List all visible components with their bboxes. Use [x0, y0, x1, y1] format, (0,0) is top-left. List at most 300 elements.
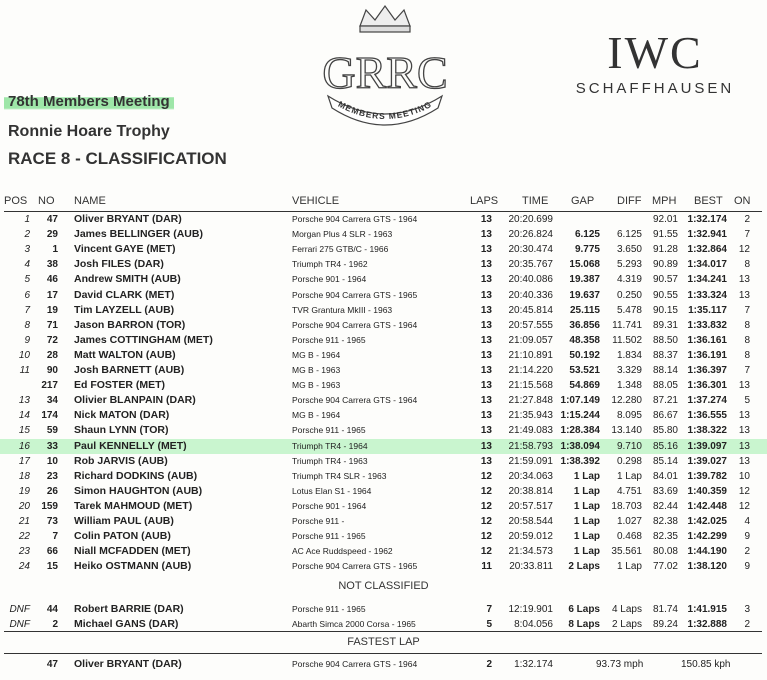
- result-row: [0, 348, 767, 363]
- cell-laps: 13: [480, 440, 492, 452]
- cell-gap: 1 Lap: [573, 516, 600, 527]
- cell-name: Andrew SMITH (AUB): [74, 273, 181, 286]
- cell-gap: 1:38.094: [560, 440, 600, 452]
- cell-diff: 11.741: [612, 319, 642, 331]
- cell-vehicle: Porsche 904 Carrera GTS - 1964: [292, 319, 418, 330]
- cell-best: 1:42.448: [687, 500, 727, 512]
- cell-diff: 0.250: [616, 289, 642, 301]
- cell-best: 1:33.324: [687, 289, 727, 301]
- cell-diff: 0.298: [616, 455, 642, 467]
- cell-laps: 12: [480, 500, 492, 512]
- cell-on: 8: [744, 349, 750, 361]
- cell-vehicle: TVR Grantura MkIII - 1963: [292, 304, 393, 315]
- cell-mph: 89.31: [652, 319, 678, 331]
- cell-vehicle: Porsche 911 - 1965: [292, 604, 366, 614]
- cell-vehicle: MG B - 1963: [292, 365, 341, 375]
- fastest-lap-vehicle: Porsche 904 Carrera GTS - 1964: [292, 659, 418, 669]
- cell-name: Shaun LYNN (TOR): [74, 424, 169, 437]
- cell-vehicle: Morgan Plus 4 SLR - 1963: [292, 229, 393, 240]
- result-row: [0, 318, 767, 333]
- cell-best: 1:32.864: [687, 244, 727, 256]
- cell-time: 12:19.901: [508, 604, 553, 615]
- cell-gap: 6 Laps: [568, 604, 600, 615]
- cell-vehicle: Porsche 904 Carrera GTS - 1964: [292, 214, 418, 224]
- cell-diff: 3.650: [616, 244, 642, 256]
- cell-mph: 85.14: [652, 455, 678, 467]
- cell-vehicle: MG B - 1964: [292, 349, 341, 360]
- cell-no: 38: [46, 259, 58, 271]
- cell-pos: 1: [24, 214, 30, 225]
- cell-on: 13: [738, 425, 750, 437]
- cell-no: 217: [41, 380, 58, 392]
- cell-diff: 4 Laps: [611, 604, 642, 615]
- cell-on: 2: [744, 618, 750, 630]
- cell-time: 20:45.814: [508, 304, 553, 316]
- cell-on: 7: [744, 229, 750, 241]
- cell-gap: 2 Laps: [568, 561, 600, 573]
- cell-vehicle: Ferrari 275 GTB/C - 1966: [292, 244, 389, 255]
- cell-gap: 1 Lap: [573, 470, 600, 482]
- cell-best: 1:42.299: [687, 531, 727, 543]
- cell-best: 1:36.301: [687, 380, 727, 392]
- result-row: [0, 529, 767, 544]
- cell-laps: 13: [480, 349, 492, 361]
- cell-laps: 13: [480, 380, 492, 392]
- cell-laps: 11: [481, 561, 492, 573]
- result-row: [0, 454, 767, 469]
- cell-on: 12: [738, 485, 750, 497]
- col-on: ON: [734, 195, 751, 207]
- cell-vehicle: Porsche 904 Carrera GTS - 1965: [292, 561, 418, 572]
- cell-name: Josh BARNETT (AUB): [74, 364, 185, 376]
- cell-gap: 1 Lap: [573, 546, 600, 558]
- cell-best: 1:36.161: [687, 334, 727, 346]
- cell-vehicle: Abarth Simca 2000 Corsa - 1965: [292, 618, 416, 629]
- cell-time: 20:35.767: [508, 259, 553, 271]
- cell-best: 1:32.888: [687, 618, 727, 630]
- cell-best: 1:34.241: [687, 274, 727, 286]
- cell-diff: 4.319: [616, 274, 642, 286]
- cell-diff: 2 Laps: [611, 618, 642, 630]
- cell-time: 21:58.793: [508, 440, 553, 452]
- result-row: [0, 559, 767, 574]
- cell-diff: 11.502: [612, 334, 642, 346]
- cell-name: Ed FOSTER (MET): [74, 379, 165, 392]
- cell-laps: 12: [480, 531, 492, 543]
- cell-mph: 80.08: [652, 546, 678, 558]
- cell-best: 1:36.555: [687, 410, 727, 422]
- cell-gap: 54.869: [569, 380, 600, 392]
- cell-name: Richard DODKINS (AUB): [74, 469, 198, 482]
- cell-name: Colin PATON (AUB): [74, 530, 171, 543]
- cell-mph: 86.67: [652, 410, 678, 422]
- col-best: BEST: [694, 195, 723, 207]
- cell-best: 1:36.397: [687, 365, 727, 376]
- cell-gap: 1:28.384: [560, 425, 600, 437]
- result-row: [0, 499, 767, 514]
- fastest-lap-mph: 93.73 mph: [596, 659, 644, 670]
- cell-on: 8: [744, 319, 750, 331]
- cell-mph: 87.21: [652, 395, 678, 407]
- cell-no: 174: [41, 410, 58, 422]
- cell-name: Tim LAYZELL (AUB): [74, 303, 175, 316]
- cell-time: 21:09.057: [508, 334, 553, 346]
- cell-no: 33: [46, 440, 58, 452]
- fastest-lap-lap: 2: [486, 659, 492, 670]
- fastest-lap-kph: 150.85 kph: [681, 659, 731, 670]
- cell-diff: 0.468: [616, 531, 642, 543]
- cell-mph: 84.01: [652, 470, 678, 482]
- column-headers: [0, 195, 767, 211]
- cell-vehicle: AC Ace Ruddspeed - 1962: [292, 546, 393, 557]
- cell-laps: 12: [480, 470, 492, 482]
- cell-on: 7: [744, 365, 750, 376]
- cell-diff: 13.140: [611, 425, 642, 437]
- cell-name: James COTTINGHAM (MET): [74, 333, 213, 346]
- cell-laps: 13: [480, 395, 492, 407]
- cell-gap: 1:15.244: [560, 410, 600, 422]
- result-row: [0, 393, 767, 408]
- result-row: [0, 363, 767, 378]
- cell-best: 1:32.941: [687, 229, 727, 241]
- cell-best: 1:33.832: [687, 319, 727, 331]
- cell-laps: 13: [480, 334, 492, 346]
- cell-on: 13: [738, 455, 750, 467]
- result-row: [0, 408, 767, 423]
- cell-on: 3: [744, 604, 750, 615]
- cell-pos: 21: [18, 516, 30, 527]
- cell-best: 1:37.274: [687, 395, 727, 407]
- cell-laps: 13: [480, 319, 492, 331]
- cell-pos: DNF: [9, 604, 30, 615]
- grrc-logo-text: GRRC: [322, 47, 448, 98]
- col-pos: POS: [4, 195, 28, 207]
- col-name: NAME: [74, 195, 106, 207]
- cell-pos: 23: [18, 546, 30, 558]
- grrc-logo: [320, 4, 450, 128]
- cell-on: 7: [744, 304, 750, 316]
- grrc-logo-ribbon: MEMBERS MEETING: [336, 98, 434, 122]
- cell-pos: 8: [24, 319, 30, 331]
- col-vehicle: VEHICLE: [292, 195, 340, 207]
- cell-name: Nick MATON (DAR): [74, 409, 170, 422]
- cell-name: Robert BARRIE (DAR): [74, 603, 184, 615]
- cell-gap: 1:38.392: [560, 455, 600, 467]
- cell-vehicle: Porsche 901 - 1964: [292, 500, 367, 511]
- cell-on: 10: [738, 470, 750, 482]
- meeting-title: 78th Members Meeting: [4, 92, 174, 111]
- cell-vehicle: Triumph TR4 - 1964: [292, 440, 368, 451]
- fastest-lap-rule: [4, 653, 762, 654]
- cell-name: Niall MCFADDEN (MET): [74, 545, 191, 558]
- cell-time: 20:33.811: [509, 561, 553, 573]
- cell-diff: 1 Lap: [616, 561, 642, 573]
- cell-mph: 89.24: [652, 618, 678, 630]
- cell-laps: 5: [486, 618, 492, 630]
- sponsor-main-text: IWC: [607, 27, 703, 78]
- cell-gap: 15.068: [569, 259, 600, 271]
- cell-time: 20:26.824: [508, 229, 553, 241]
- cell-on: 13: [738, 440, 750, 452]
- result-row: [0, 378, 767, 393]
- cell-pos: 7: [24, 304, 30, 316]
- cell-mph: 82.44: [652, 500, 678, 512]
- col-time: TIME: [522, 195, 549, 207]
- cell-pos: 22: [18, 531, 30, 543]
- cell-time: 20:38.814: [508, 485, 553, 497]
- cell-laps: 13: [480, 259, 492, 271]
- cell-time: 21:15.568: [508, 380, 553, 392]
- cell-vehicle: MG B - 1963: [292, 380, 341, 391]
- cell-no: 10: [46, 455, 58, 467]
- cell-time: 21:35.943: [508, 410, 553, 422]
- cell-vehicle: Porsche 901 - 1964: [292, 274, 367, 285]
- cell-best: 1:44.190: [687, 546, 727, 558]
- result-row: [0, 544, 767, 559]
- cell-laps: 13: [480, 244, 492, 256]
- result-row: [0, 288, 767, 303]
- cell-pos: 6: [24, 289, 30, 301]
- cell-pos: 17: [18, 455, 30, 467]
- cell-laps: 13: [480, 455, 492, 467]
- cell-pos: DNF: [9, 618, 30, 630]
- cell-pos: 9: [24, 334, 30, 346]
- cell-mph: 91.55: [652, 229, 678, 241]
- cell-diff: 3.329: [616, 365, 642, 376]
- cell-name: Olivier BLANPAIN (DAR): [74, 394, 196, 407]
- cell-no: 29: [46, 229, 58, 241]
- cell-diff: 35.561: [611, 546, 642, 558]
- cell-pos: 5: [24, 274, 30, 286]
- cell-time: 21:27.848: [508, 395, 553, 407]
- cell-diff: 8.095: [616, 410, 642, 422]
- cell-name: Vincent GAYE (MET): [74, 243, 176, 256]
- cell-gap: 1:07.149: [560, 395, 600, 407]
- cell-gap: 19.387: [569, 274, 600, 286]
- cell-mph: 90.15: [652, 304, 678, 316]
- cell-mph: 88.14: [652, 365, 678, 376]
- cell-on: 12: [738, 244, 750, 256]
- cell-no: 73: [46, 516, 58, 527]
- cell-on: 8: [744, 259, 750, 271]
- cell-time: 21:10.891: [508, 349, 553, 361]
- cell-no: 72: [46, 334, 58, 346]
- fastest-lap-time: 1:32.174: [514, 659, 553, 670]
- cell-time: 20:40.086: [508, 274, 553, 286]
- cell-mph: 88.50: [652, 334, 678, 346]
- cell-pos: 15: [18, 425, 30, 437]
- cell-mph: 90.89: [652, 259, 678, 271]
- fastest-lap-top-rule: [4, 631, 762, 632]
- cell-no: 1: [52, 244, 58, 256]
- cell-mph: 81.74: [652, 604, 678, 615]
- cell-laps: 13: [480, 304, 492, 316]
- cell-laps: 7: [486, 604, 492, 615]
- cell-mph: 91.28: [652, 244, 678, 256]
- cell-best: 1:39.097: [687, 440, 727, 452]
- result-row: [0, 439, 767, 454]
- cell-no: 15: [46, 561, 58, 573]
- cell-name: Jason BARRON (TOR): [74, 318, 186, 331]
- result-row: [0, 303, 767, 318]
- cell-time: 8:04.056: [514, 618, 553, 630]
- cell-name: William PAUL (AUB): [74, 515, 174, 527]
- cell-time: 21:34.573: [508, 546, 553, 558]
- result-row: [0, 423, 767, 438]
- cell-name: Josh FILES (DAR): [74, 258, 164, 271]
- dnf-row: [0, 617, 767, 632]
- cell-gap: 50.192: [569, 349, 600, 361]
- cell-laps: 13: [480, 214, 492, 225]
- cell-diff: 4.751: [616, 485, 642, 497]
- result-row: [0, 257, 767, 272]
- cell-gap: 8 Laps: [568, 618, 600, 630]
- cell-gap: 6.125: [574, 229, 600, 241]
- cell-gap: 25.115: [569, 304, 600, 316]
- cell-diff: 1 Lap: [616, 470, 642, 482]
- cell-diff: 1.348: [616, 380, 642, 392]
- cell-no: 159: [41, 500, 58, 512]
- fastest-lap-name: Oliver BRYANT (DAR): [74, 658, 182, 670]
- cell-time: 20:20.699: [508, 214, 553, 225]
- cell-time: 21:59.091: [508, 455, 553, 467]
- cell-pos: 18: [18, 470, 30, 482]
- cell-name: Michael GANS (DAR): [74, 617, 179, 630]
- cell-gap: 1 Lap: [573, 500, 600, 512]
- cell-best: 1:39.027: [687, 455, 727, 467]
- cell-on: 2: [744, 214, 750, 225]
- cell-best: 1:32.174: [687, 214, 727, 225]
- cell-mph: 88.37: [652, 349, 678, 361]
- cell-no: 23: [46, 470, 58, 482]
- cell-time: 21:49.083: [508, 425, 553, 437]
- cell-on: 5: [744, 395, 750, 407]
- cell-best: 1:39.782: [687, 470, 727, 482]
- cell-no: 34: [46, 395, 58, 407]
- cell-laps: 12: [480, 485, 492, 497]
- cell-pos: 19: [18, 485, 30, 497]
- cell-pos: 16: [18, 440, 30, 452]
- cell-on: 9: [744, 561, 750, 573]
- cell-laps: 13: [480, 410, 492, 422]
- cell-laps: 13: [480, 274, 492, 286]
- cell-pos: 4: [24, 259, 30, 271]
- cell-mph: 82.38: [652, 516, 678, 527]
- cell-on: 12: [738, 500, 750, 512]
- cell-laps: 13: [480, 229, 492, 241]
- sponsor-sub-text: SCHAFFHAUSEN: [575, 80, 735, 97]
- cell-no: 26: [46, 485, 58, 497]
- cell-laps: 13: [480, 289, 492, 301]
- cell-best: 1:38.120: [687, 561, 727, 573]
- sponsor-logo: [570, 27, 740, 97]
- cell-time: 20:30.474: [508, 244, 553, 256]
- cell-on: 9: [744, 531, 750, 543]
- col-mph: MPH: [652, 195, 677, 207]
- cell-best: 1:41.915: [687, 604, 727, 615]
- cell-vehicle: Triumph TR4 SLR - 1963: [292, 470, 387, 481]
- cell-gap: 19.637: [569, 289, 600, 301]
- cell-name: Tarek MAHMOUD (MET): [74, 499, 193, 512]
- cell-on: 2: [744, 546, 750, 558]
- cell-diff: 18.703: [611, 500, 642, 512]
- cell-mph: 90.57: [652, 274, 678, 286]
- cell-laps: 12: [480, 546, 492, 558]
- cell-name: Heiko OSTMANN (AUB): [74, 560, 192, 573]
- cell-diff: 5.293: [616, 259, 642, 271]
- cell-time: 20:57.555: [508, 319, 553, 331]
- cell-vehicle: Porsche 911 - 1965: [292, 334, 366, 345]
- cell-vehicle: Lotus Elan S1 - 1964: [292, 485, 372, 496]
- dnf-row: [0, 602, 767, 617]
- not-classified-label: NOT CLASSIFIED: [338, 580, 429, 592]
- cell-name: Rob JARVIS (AUB): [74, 454, 168, 467]
- cell-gap: 36.856: [569, 319, 600, 331]
- cell-time: 20:59.012: [508, 531, 553, 543]
- cell-diff: 1.027: [616, 516, 642, 527]
- cell-pos: 14: [18, 410, 30, 422]
- cell-vehicle: Porsche 911 - 1965: [292, 531, 366, 542]
- cell-no: 44: [46, 604, 58, 615]
- cell-best: 1:40.359: [687, 485, 727, 497]
- cell-on: 13: [738, 410, 750, 422]
- col-no: NO: [38, 195, 55, 207]
- cell-pos: 20: [18, 500, 30, 512]
- result-row: [0, 272, 767, 287]
- cell-laps: 13: [480, 365, 492, 376]
- col-gap: GAP: [571, 195, 595, 207]
- cell-best: 1:42.025: [687, 516, 727, 527]
- cell-pos: 24: [18, 561, 30, 573]
- trophy-title: Ronnie Hoare Trophy: [8, 123, 170, 140]
- cell-diff: 12.280: [611, 395, 642, 407]
- result-row: [0, 212, 767, 227]
- race-title: RACE 8 - CLASSIFICATION: [8, 149, 227, 168]
- cell-time: 20:34.063: [508, 470, 553, 482]
- cell-laps: 13: [480, 425, 492, 437]
- cell-diff: 5.478: [616, 304, 642, 316]
- cell-best: 1:38.322: [687, 425, 727, 437]
- cell-laps: 12: [480, 516, 492, 527]
- col-diff: DIFF: [617, 195, 642, 207]
- cell-no: 71: [46, 319, 58, 331]
- cell-time: 20:40.336: [508, 289, 553, 301]
- cell-gap: 53.521: [569, 365, 600, 376]
- cell-gap: 48.358: [569, 334, 600, 346]
- cell-diff: 9.710: [616, 440, 642, 452]
- cell-pos: 10: [18, 349, 30, 361]
- cell-on: 8: [744, 334, 750, 346]
- cell-no: 66: [46, 546, 58, 558]
- cell-pos: 11: [19, 365, 30, 376]
- cell-best: 1:35.117: [688, 304, 727, 316]
- cell-pos: 13: [18, 395, 30, 407]
- cell-no: 47: [46, 214, 58, 225]
- cell-gap: 1 Lap: [573, 485, 600, 497]
- cell-vehicle: Porsche 904 Carrera GTS - 1964: [292, 395, 418, 406]
- cell-name: James BELLINGER (AUB): [74, 228, 203, 241]
- cell-mph: 77.02: [652, 561, 678, 573]
- cell-vehicle: MG B - 1964: [292, 410, 341, 421]
- cell-mph: 88.05: [652, 380, 678, 392]
- cell-mph: 83.69: [652, 485, 678, 497]
- cell-diff: 6.125: [616, 229, 642, 241]
- cell-best: 1:34.017: [687, 259, 727, 271]
- cell-pos: 2: [24, 229, 30, 241]
- cell-best: 1:36.191: [687, 349, 727, 361]
- cell-time: 20:57.517: [508, 500, 553, 512]
- cell-gap: 9.775: [574, 244, 600, 256]
